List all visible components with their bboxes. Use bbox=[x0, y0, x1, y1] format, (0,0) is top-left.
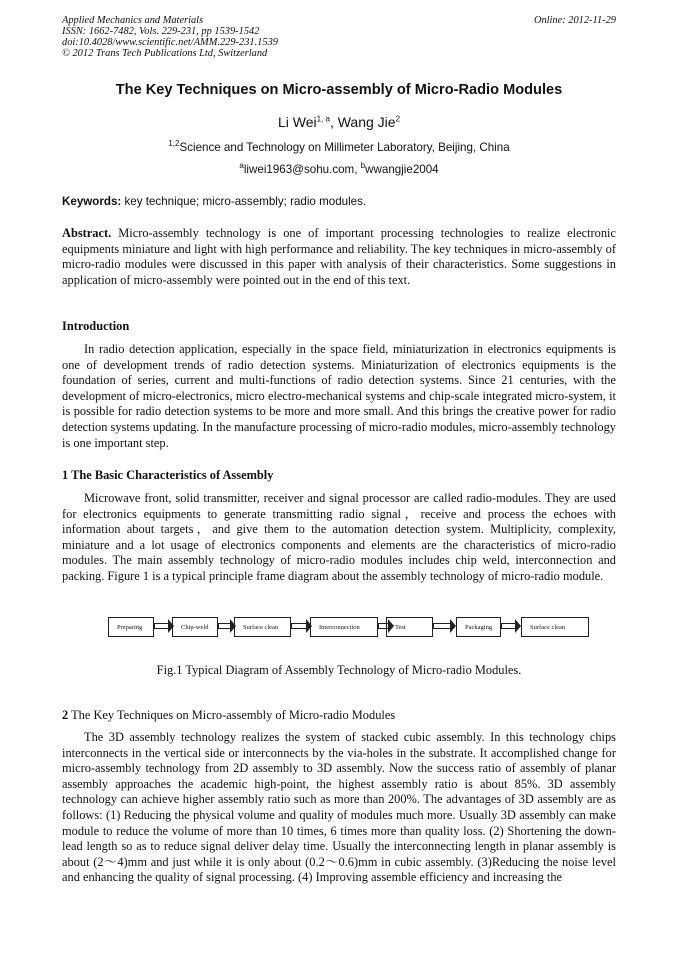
affiliation-text: Science and Technology on Millimeter Laboratory, Beijing, China bbox=[179, 140, 510, 154]
email-b-sup: b bbox=[360, 161, 366, 170]
flow-step: Test bbox=[386, 617, 433, 637]
journal-header bbox=[62, 15, 278, 59]
section1-heading: 1 The Basic Characteristics of Assembly bbox=[62, 468, 274, 482]
keywords-label: Keywords: bbox=[62, 195, 122, 208]
flow-step: Surface clean bbox=[521, 617, 589, 637]
flow-step: Interconnection bbox=[310, 617, 378, 637]
flow-arrow bbox=[218, 623, 230, 629]
keywords-text: key technique; micro-assembly; radio modules. bbox=[121, 195, 367, 208]
email-a-sup: a bbox=[239, 161, 244, 170]
online-date: Online: 2012-11-29 bbox=[533, 15, 616, 26]
section2-body bbox=[62, 730, 616, 886]
flow-arrow bbox=[154, 623, 168, 629]
abstract-text: Micro-assembly technology is one of important processing technologies to realize electronic equipments miniature and light with high performance and reliability. The key techniques in micro-assembly of micro-radio modules were discussed in this paper with analysis of their characteristics. Some suggestions in application of micro-assembly were pointed out in the end of this text. bbox=[62, 226, 616, 287]
flow-step: Chip-weld bbox=[172, 617, 218, 637]
section2-title: The Key Techniques on Micro-assembly of Micro-radio Modules bbox=[68, 708, 396, 722]
author-1-sup: 1, a bbox=[316, 114, 330, 124]
section1-text: Microwave front, solid transmitter, receiver and signal processor are called radio-modules. They are used for electronics equipments to generate transmitting radio signal，receive and process the echoes with information about targets，and give them to the automation detection system. Multiplicity, complexity, miniature and a lot usage of electronics components and elements are the characteristics of micro-radio modules. The main assembly technology of micro-radio modules includes chip weld, interconnection and packing. Figure 1 is a typical principle frame diagram about the assembly technology of micro-radio module. bbox=[62, 491, 616, 583]
email-a: liwei1963@sohu.com, bbox=[243, 162, 361, 176]
author-1: Li Wei bbox=[277, 114, 317, 130]
section2-text: The 3D assembly technology realizes the system of stacked cubic assembly. In this technology chips interconnects in the vertical side or interconnects by the via-holes in the substrate. It accomplished change for micro-assembly technology from 2D assembly to 3D assembly. Now the success ratio of assembly of planar assembly approaches the academic high-point, the highest assembly ratio is about 85%. 3D assembly technology can achieve higher assembly ratio such as more than 200%. The advantages of 3D assembly are as follows: (1) Reducing the physical volume and quality of modules much more. Usually 3D assembly can make module to reduce the volume of more than 10 times, 6 times more than quality loss. (2) Shortening the down-lead length so as to reduce signal deliver delay time. Usually the interconnecting length in planar assembly is about (2～4)mm and just while it is only about (0.2～0.6)mm in cubic assembly. (3)Reducing the noise level and enhancing the quality of signal processing. (4) Improving assemble efficiency and increasing the bbox=[62, 730, 616, 885]
flow-arrow bbox=[291, 623, 306, 629]
flow-arrow bbox=[501, 623, 515, 629]
emails bbox=[0, 161, 678, 176]
flow-step: Preparing bbox=[108, 617, 154, 637]
figure-caption: Fig.1 Typical Diagram of Assembly Technology of Micro-radio Modules. bbox=[156, 663, 522, 677]
flow-step: Packaging bbox=[456, 617, 501, 637]
abstract-label: Abstract. bbox=[62, 226, 112, 240]
paper-title: The Key Techniques on Micro-assembly of Micro-Radio Modules bbox=[115, 82, 563, 98]
flow-arrow bbox=[433, 623, 450, 629]
section1-body bbox=[62, 491, 616, 585]
abstract bbox=[62, 226, 616, 288]
assembly-flow-diagram bbox=[108, 617, 590, 639]
issn: ISSN: 1662-7482, Vols. 229-231, pp 1539-1542 bbox=[62, 26, 260, 37]
journal-name: Applied Mechanics and Materials bbox=[62, 15, 204, 26]
affiliation bbox=[0, 139, 678, 154]
author-2: , Wang Jie bbox=[329, 114, 396, 130]
author-2-sup: 2 bbox=[395, 114, 401, 124]
intro-heading: Introduction bbox=[62, 319, 130, 333]
section2-heading bbox=[62, 708, 395, 723]
copyright: © 2012 Trans Tech Publications Ltd, Switzerland bbox=[62, 48, 268, 59]
doi: doi:10.4028/www.scientific.net/AMM.229-231.1539 bbox=[62, 37, 278, 48]
authors bbox=[0, 114, 678, 130]
flow-step: Surface clean bbox=[234, 617, 291, 637]
email-b: wwangjie2004 bbox=[365, 162, 439, 176]
intro-body bbox=[62, 342, 616, 451]
keywords bbox=[62, 195, 366, 208]
affiliation-sup: 1,2 bbox=[168, 139, 180, 148]
section2-number: 2 bbox=[62, 708, 69, 722]
intro-text: In radio detection application, especially in the space field, miniaturization in electronics equipments is one of development trends of radio detection systems. Miniaturization of electronics equipments is the foundation of series, current and multi-functions of radio detection systems. Since 21 centuries, with the development of micro-electronics, micro electro-mechanical systems and chip-scale integrated micro-system, it is possible for radio detection systems to be more and more small. And this brings the creative power for radio detection systems updating. In the manufacture processing of micro-radio modules, micro-assembly technology is one important step. bbox=[62, 342, 616, 450]
